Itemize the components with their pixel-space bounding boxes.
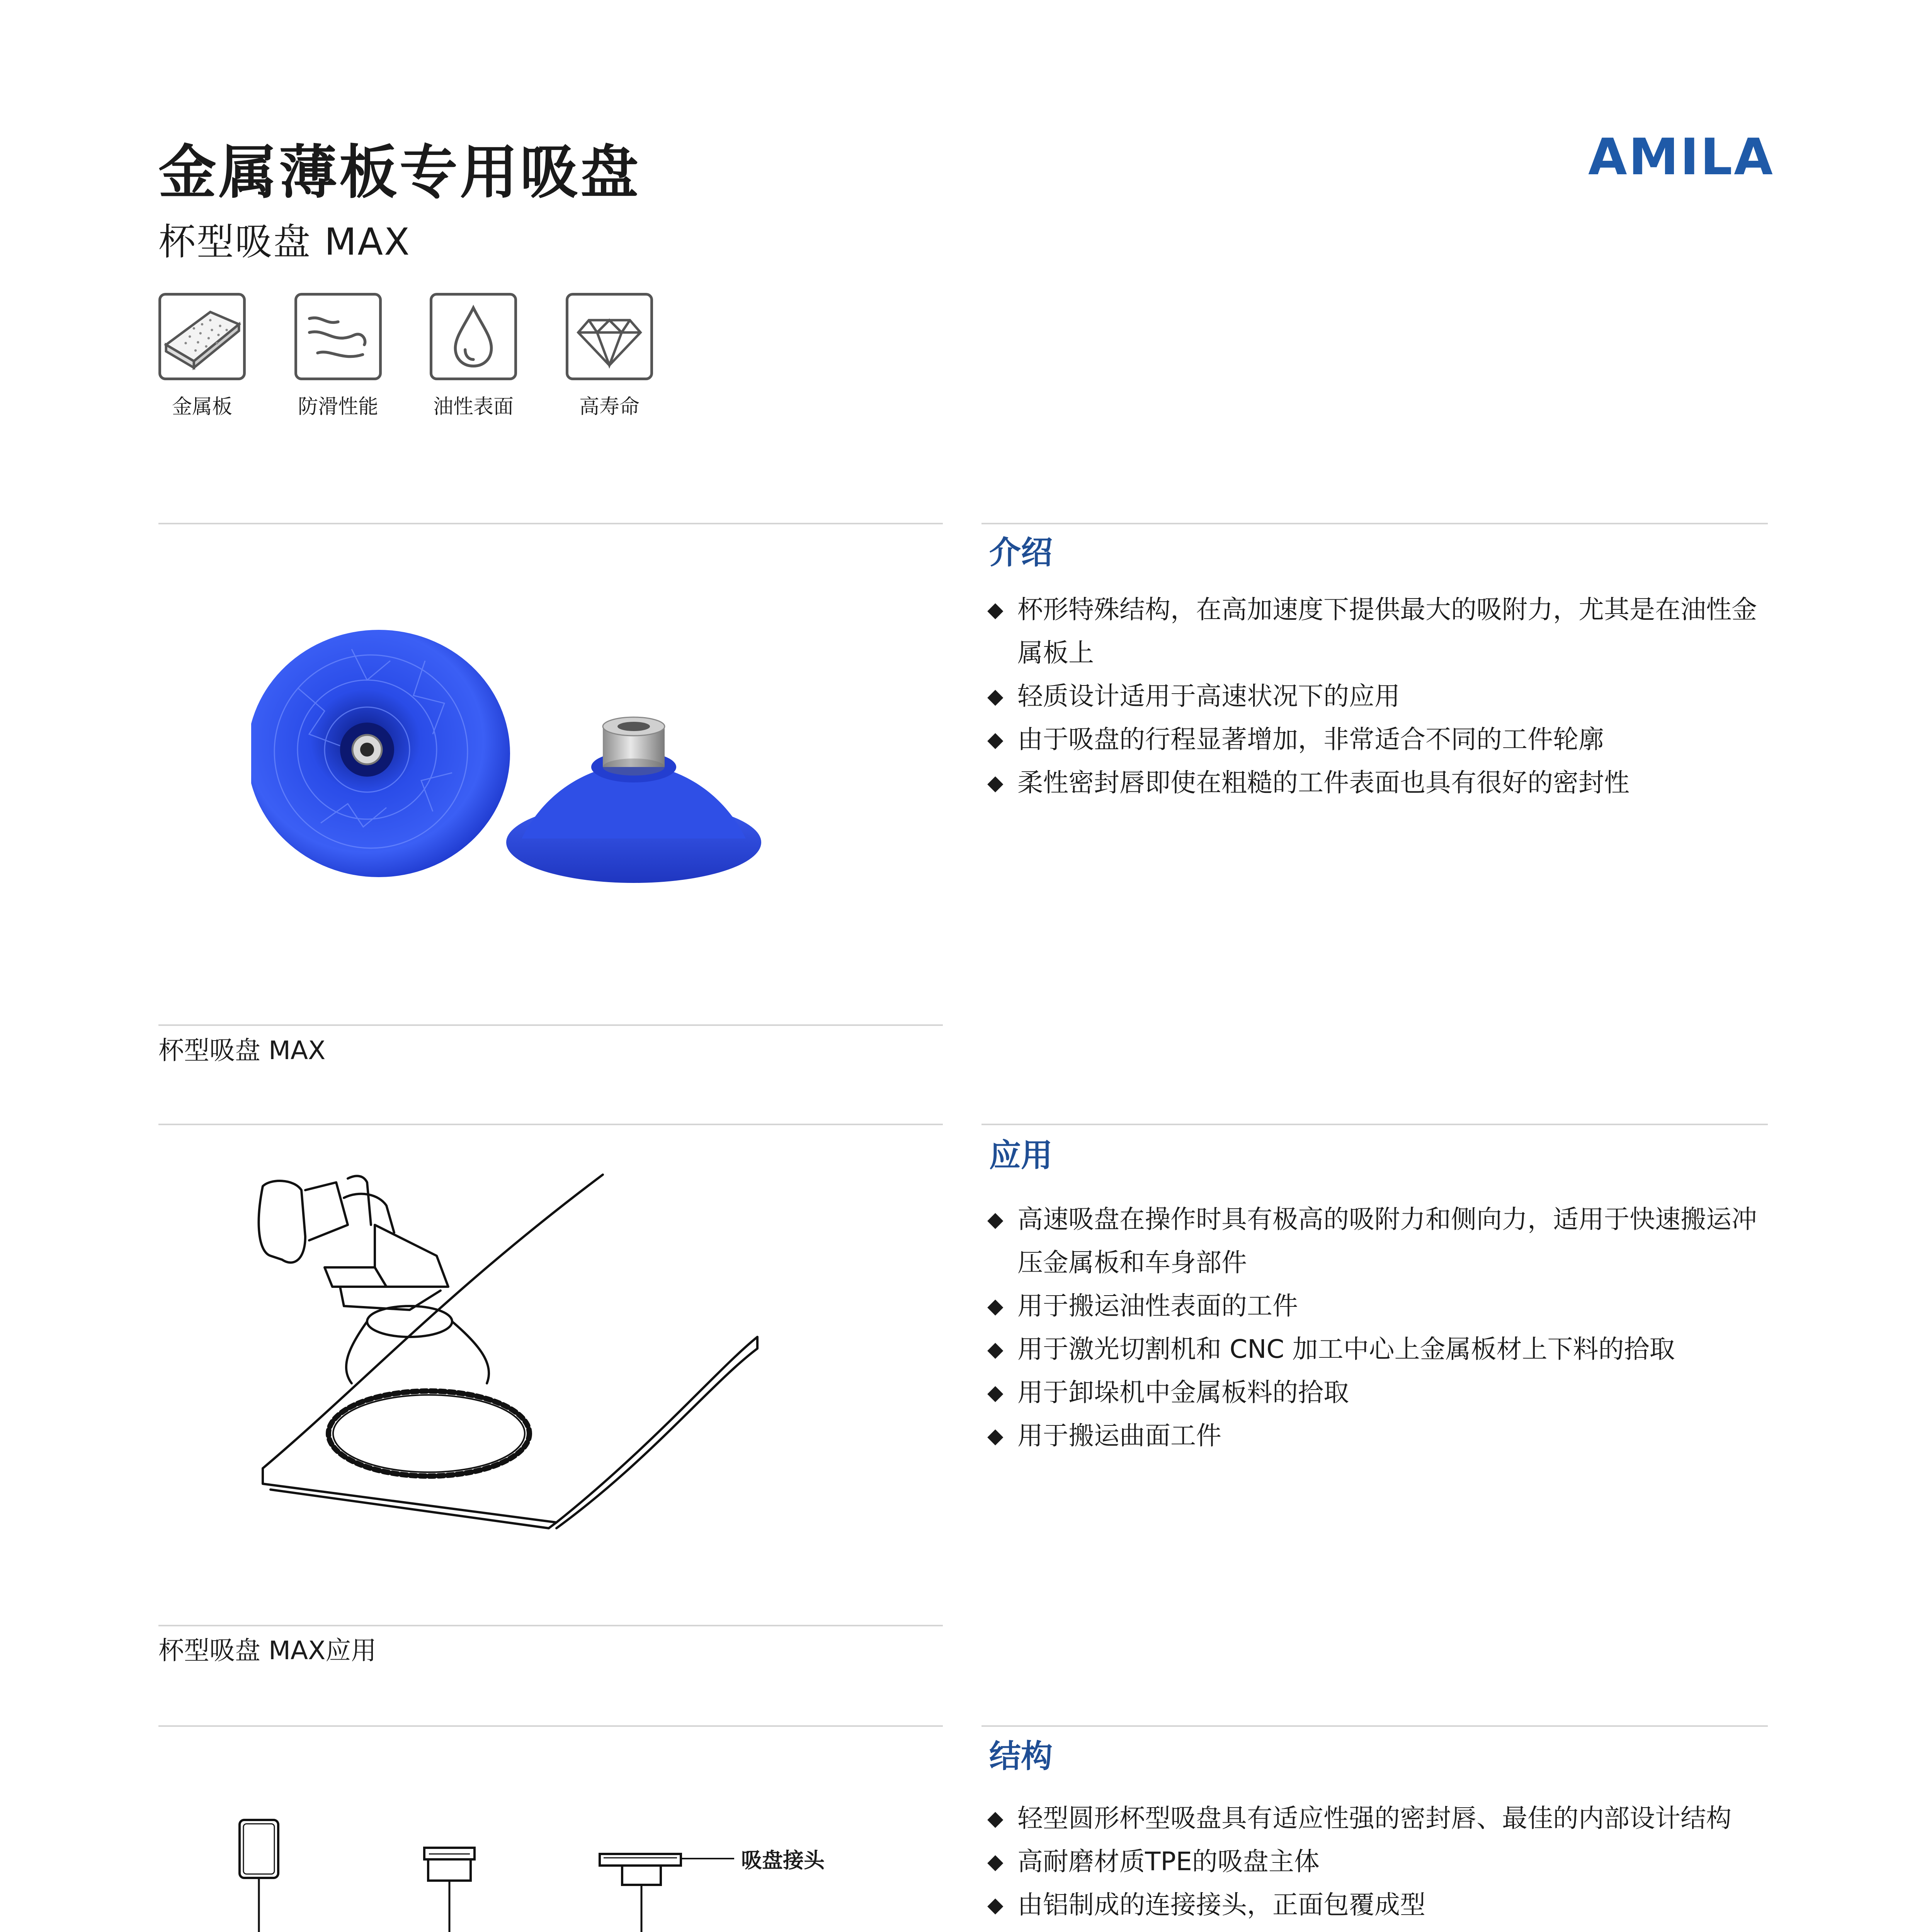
list-item: ◆ 用于搬运油性表面的工件 [987, 1291, 1298, 1321]
section-title-intro: 介绍 [989, 534, 1053, 571]
brand-logo: AMILA [1588, 128, 1774, 186]
list-item: ◆ 轻质设计适用于高速状况下的应用 [987, 681, 1400, 711]
divider [158, 523, 943, 524]
list-item: ◆ 用于卸垛机中金属板料的拾取 [987, 1378, 1349, 1407]
metal-sheet-icon [158, 293, 246, 380]
diagram-label-connector: 吸盘接头 [741, 1848, 825, 1872]
feature-label-oil: 油性表面 [433, 395, 514, 418]
feature-label-lifetime: 高寿命 [579, 395, 640, 418]
list-item: ◆ 用于激光切割机和 CNC 加工中心上金属板材上下料的拾取 [987, 1334, 1675, 1364]
divider [981, 1124, 1768, 1125]
list-item: ◆ 柔性密封唇即使在粗糙的工件表面也具有很好的密封性 [987, 768, 1630, 798]
section-title-application: 应用 [989, 1137, 1053, 1174]
list-item: ◆ 轻型圆形杯型吸盘具有适应性强的密封唇、最佳的内部设计结构 [987, 1803, 1732, 1833]
list-item: ◆ 由铝制成的连接接头，正面包覆成型 [987, 1890, 1425, 1920]
feature-label-metal: 金属板 [172, 395, 232, 418]
divider [981, 1725, 1768, 1727]
page-title: 金属薄板专用吸盘 [158, 139, 641, 206]
intro-caption: 杯型吸盘 MAX [158, 1036, 326, 1065]
section-title-structure: 结构 [989, 1738, 1053, 1775]
oil-drop-icon [430, 293, 517, 380]
application-bullet-list [987, 1198, 1776, 1458]
product-image [251, 572, 777, 920]
list-item: ◆ 由于吸盘的行程显著增加，非常适合不同的工件轮廓 [987, 724, 1604, 754]
structure-diagram [232, 1812, 889, 1932]
divider [158, 1124, 943, 1125]
list-item: ◆ 高速吸盘在操作时具有极高的吸附力和侧向力，适用于快速搬运冲压金属板和车身部件 [987, 1204, 1757, 1277]
page-subtitle: 杯型吸盘 MAX [158, 220, 411, 264]
divider [981, 523, 1768, 524]
list-item: ◆ 杯形特殊结构，在高加速度下提供最大的吸附力，尤其是在油性金属板上 [987, 595, 1757, 668]
application-caption: 杯型吸盘 MAX应用 [158, 1636, 377, 1665]
structure-bullet-list [987, 1797, 1776, 1932]
list-item: ◆ 高耐磨材质TPE的吸盘主体 [987, 1847, 1320, 1876]
anti-slip-icon [294, 293, 382, 380]
divider [158, 1725, 943, 1727]
feature-label-anti-slip: 防滑性能 [298, 395, 378, 418]
list-item [987, 1927, 1776, 1932]
divider [158, 1024, 943, 1026]
application-illustration [247, 1167, 781, 1546]
list-item: ◆ 用于搬运曲面工件 [987, 1421, 1221, 1451]
diamond-icon [566, 293, 653, 380]
divider [158, 1625, 943, 1626]
intro-bullet-list [987, 588, 1776, 804]
